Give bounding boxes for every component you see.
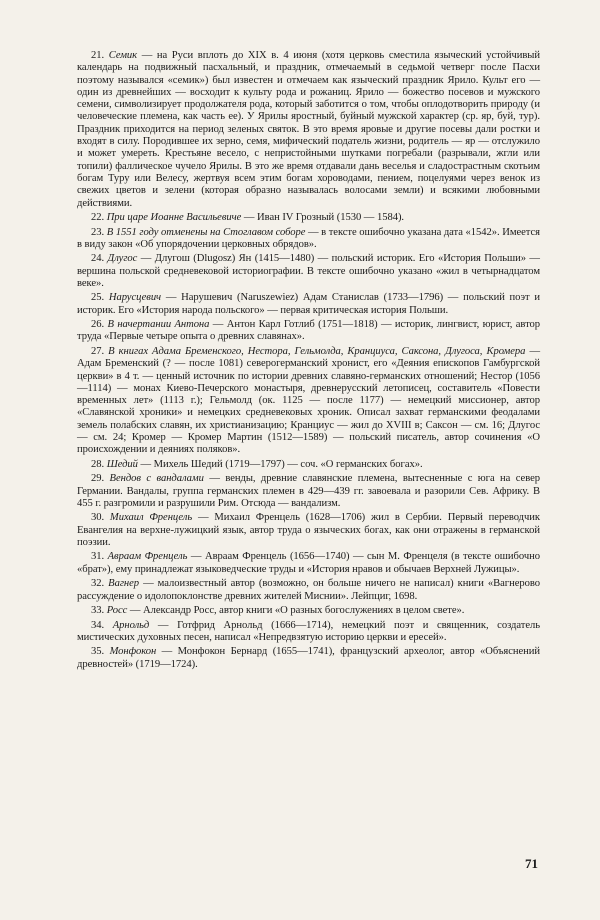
note-text: — в тексте ошибочно указана дата «1542». Имеется в виду закон «Об упорядочении церковных обрядов».: [77, 226, 540, 250]
note-heading: Росс: [106, 605, 128, 617]
note-entry: [77, 578, 540, 603]
note-text: — Авраам Френцель (1656—1740) — сын М. Френцеля (в тексте ошибочно «брат»), ему принадлежат языковедческие труды и «История нравов и обычаев Верхней Лужицы».: [77, 551, 540, 575]
note-number: 28.: [91, 458, 105, 470]
note-heading: В книгах Адама Бременского, Нестора, Гельмолда, Кранциуса, Саксона, Длугоса, Кромера: [108, 345, 526, 357]
note-heading: Длугос: [107, 253, 138, 265]
note-number: 31.: [91, 551, 105, 563]
note-heading: В начертании Антона: [107, 319, 210, 331]
note-entry: [77, 620, 540, 645]
note-heading: Нарусцевич: [108, 292, 162, 304]
note-entry: [77, 473, 540, 510]
note-heading: Вендов с вандалами: [109, 473, 204, 485]
note-text: — Готфрид Арнольд (1666—1714), немецкий поэт и священник, создатель мистических духовных песен, написал «Непредвзятую историю церкви и ересей».: [77, 619, 540, 643]
note-text: — малоизвестный автор (возможно, он больше ничего не написал) книги «Вагнерово рассуждение о идолопоклонстве древних жителей Миснии». Лейпциг, 1698.: [77, 578, 540, 602]
note-text: — Антон Карл Готлиб (1751—1818) — историк, лингвист, юрист, автор труда «Первые четыре опыта о древних славянах».: [77, 319, 540, 343]
note-text: — Нарушевич (Naruszewiez) Адам Станислав (1733—1796) — польский поэт и историк. Его «История народа польского» — первая критическая история Польши.: [77, 292, 540, 316]
note-number: 24.: [91, 253, 105, 265]
note-text: — Михаил Френцель (1628—1706) жил в Сербии. Первый переводчик Евангелия на верхне-лужицкий язык, автор труда о языческих богах, как они отражены в германской поэзии.: [77, 512, 540, 548]
note-heading: Авраам Френцель: [107, 551, 188, 563]
note-text: — Адам Бременский (? — после 1081) северогерманский хронист, его «Деяния епископов Гамбургской церкви» в 4 т. — ценный источник по истории древних славяно-германских отношений; Нестор (1056—1114) — монах Киево-Печерского монастыря, древнерусский летописец, составитель «Повести временных лет» (1113 г.); Гельмолд (ок. 1125 — после 1177) — немецкий миссионер, автор «Славянской хроники» и немецких средневековых хроник. Описал захват германскими феодалами земель полабских славян, их христианизацию; Кранциус — жил до XVIII в; Саксон — см. 16; Длугос — см. 24; Кромер — Кромер Мартин (1512—1589) — польский писатель, автор сочинения «О происхождении и деяниях поляков».: [77, 345, 540, 456]
notes-column: [77, 50, 540, 673]
note-text: — Михель Шедий (1719—1797) — соч. «О германских богах».: [137, 458, 423, 470]
note-number: 32.: [91, 578, 105, 590]
note-number: 26.: [91, 319, 105, 331]
note-number: 21.: [91, 50, 105, 61]
note-entry: [77, 605, 540, 617]
note-entry: [77, 253, 540, 290]
note-text: — венды, древние славянские племена, вытесненные с юга на север Германии. Вандалы, группа германских племен в 429—439 гг. завоевала и разорили Сев. Африку. В 455 г. разгромили и разрушили Рим. Отсюда — вандализм.: [77, 473, 540, 509]
note-number: 30.: [91, 512, 105, 524]
note-entry: [77, 646, 540, 671]
page-number: 71: [525, 856, 538, 871]
note-entry: [77, 319, 540, 344]
note-number: 33.: [91, 605, 105, 617]
note-entry: [77, 551, 540, 576]
note-entry: [77, 346, 540, 457]
note-heading: Семик: [108, 50, 138, 61]
note-number: 22.: [91, 212, 105, 224]
note-number: 27.: [91, 345, 105, 357]
note-text: — Монфокон Бернард (1655—1741), французский археолог, автор «Объяснений древностей» (1719—1724).: [77, 646, 540, 670]
note-text: — на Руси вплоть до XIX в. 4 июня (хотя церковь сместила языческий устойчивый календарь на подвижный пасхальный, и праздник, отмечаемый в седьмой четверг после Пасхи поэтому назывался «семик») был известен и отмечаем как языческий праздник Ярило. Культ его — один из древнейших — восходит к культу рода и рожаниц. Ярило — божество посевов и мужского семени, символизирует продолжателя рода, который заботится о том, чтобы оплодотворить природу (и человеческие племена, как часть ее). У Ярилы яростный, буйный мужской характер (ср. яр, буй, тур). Праздник приходится на период зеленых святок. В это время яровые и другие посевы дали ростки и входят в силу. Породившее их зерно, семя, мифический податель жизни, родитель — яр — отслужило и может умереть. Крестьяне весело, с непристойными шутками погребали (разрывали, жгли или топили) фаллическое чучело Ярилы. В это же время отдавали дань веселья и сладострастным скотьим богам Туру или Велесу, жертвуя всем этим богам хороводами, пением, поцелуями через венок из свежих цветов и зелени (которая образно называлась волосами земли) и всякими любовными действиями.: [77, 50, 540, 209]
note-heading: Вагнер: [108, 578, 140, 590]
note-entry: [77, 50, 540, 210]
note-number: 23.: [91, 226, 105, 238]
note-number: 25.: [91, 292, 105, 304]
note-heading: Арнольд: [112, 619, 150, 631]
note-text: — Длугош (Dlugosz) Ян (1415—1480) — польский историк. Его «История Польши» — вершина польской средневековой историографии. В тексте ошибочно указано «жил в четырнадцатом веке».: [77, 253, 540, 289]
note-entry: [77, 292, 540, 317]
note-heading: При царе Иоанне Васильевиче: [106, 212, 242, 224]
note-number: 35.: [91, 646, 105, 658]
note-entry: [77, 212, 540, 224]
note-heading: В 1551 году отменены на Стоглавом соборе: [106, 226, 306, 238]
note-heading: Монфокон: [109, 646, 157, 658]
note-text: — Александр Росс, автор книги «О разных богослужениях в целом свете».: [127, 605, 465, 617]
note-text: — Иван IV Грозный (1530 — 1584).: [241, 212, 405, 224]
note-heading: Шедий: [106, 458, 138, 470]
note-entry: [77, 227, 540, 252]
note-number: 34.: [91, 619, 105, 631]
note-number: 29.: [91, 473, 105, 485]
note-heading: Михаил Френцель: [109, 512, 193, 524]
note-entry: [77, 459, 540, 471]
note-entry: [77, 512, 540, 549]
